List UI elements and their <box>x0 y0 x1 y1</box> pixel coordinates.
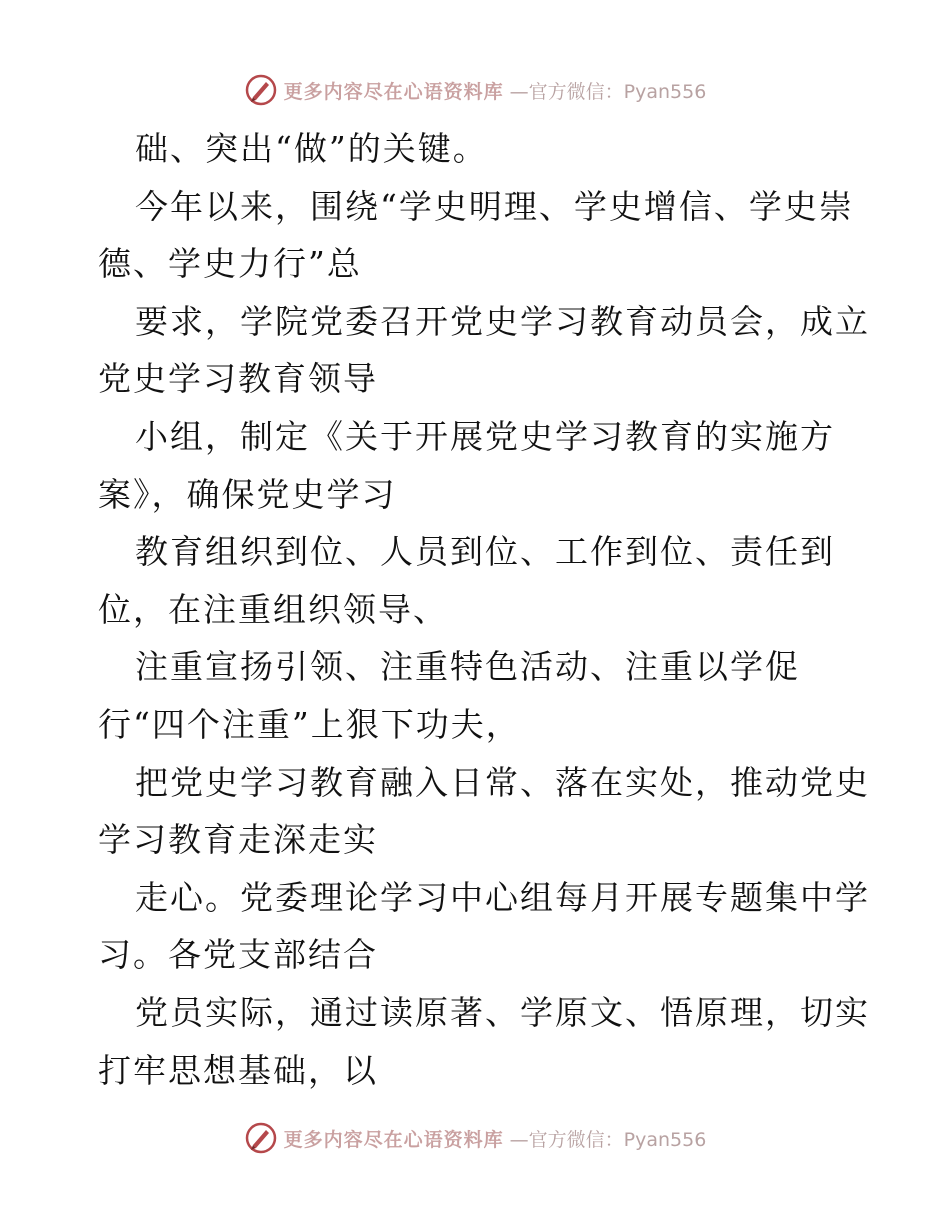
pen-logo-icon <box>244 73 278 107</box>
text-line: 学习教育走深走实 <box>98 820 378 860</box>
text-line: 行“四个注重”上狠下功夫， <box>98 704 521 744</box>
text-line: 教育组织到位、人员到位、工作到位、责任到 <box>135 532 835 572</box>
text-line: 位，在注重组织领导、 <box>98 589 448 629</box>
text-line: 注重宣扬引领、注重特色活动、注重以学促 <box>135 647 800 687</box>
text-line: 把党史学习教育融入日常、落在实处，推动党史 <box>135 762 870 802</box>
banner-brand-text: 更多内容尽在心语资料库 <box>283 1128 504 1151</box>
banner-brand-text: 更多内容尽在心语资料库 <box>283 80 504 103</box>
text-line: 党史学习教育领导 <box>98 359 378 399</box>
header-banner <box>0 70 950 110</box>
text-line: 打牢思想基础，以 <box>98 1050 378 1090</box>
text-line: 德、学史力行”总 <box>98 244 362 284</box>
text-line: 走心。党委理论学习中心组每月开展专题集中学 <box>135 877 870 917</box>
text-line: 小组，制定《关于开展党史学习教育的实施方 <box>135 416 835 456</box>
text-line: 础、突出“做”的关键。 <box>135 129 488 168</box>
footer-banner <box>0 1118 950 1158</box>
text-line: 要求，学院党委召开党史学习教育动员会，成立 <box>135 301 870 341</box>
pen-logo-icon <box>244 1121 278 1155</box>
text-line: 案》，确保党史学习 <box>98 474 397 514</box>
text-line: 党员实际，通过读原著、学原文、悟原理，切实 <box>135 992 870 1032</box>
banner-contact-text: —官方微信：Pyan556 <box>509 80 707 103</box>
document-body <box>98 120 870 1099</box>
text-line: 习。各党支部结合 <box>98 935 378 975</box>
banner-contact-text: —官方微信：Pyan556 <box>509 1128 707 1151</box>
text-line: 今年以来，围绕“学史明理、学史增信、学史崇 <box>135 186 854 226</box>
